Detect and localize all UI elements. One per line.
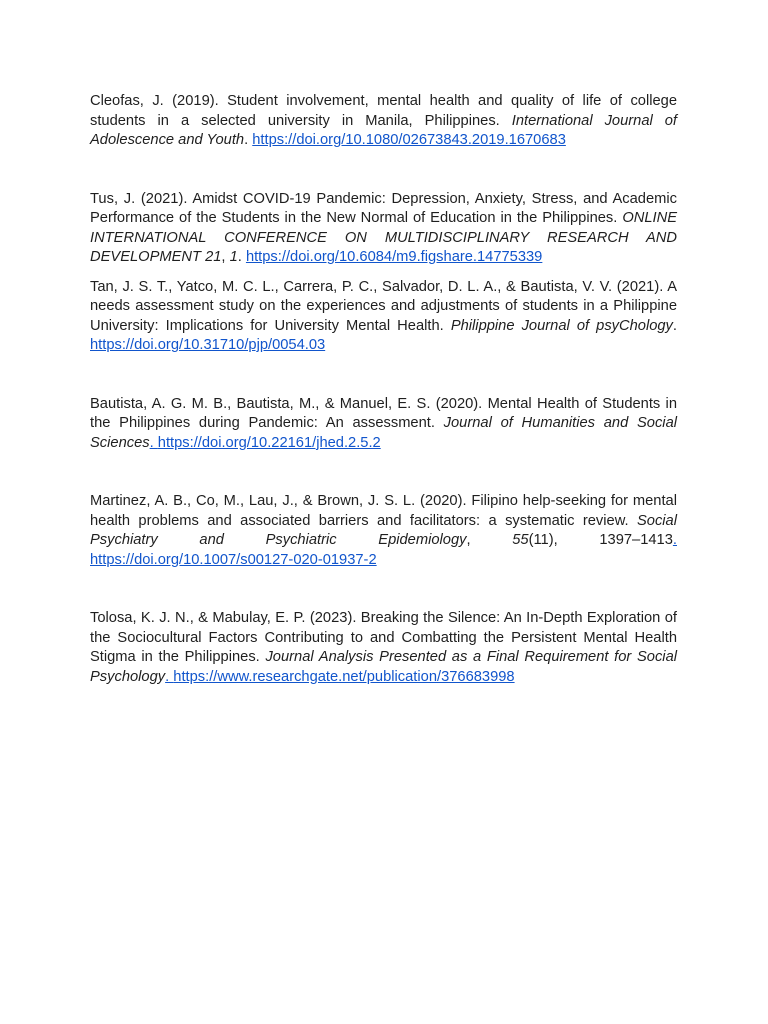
- volume-number: 1: [229, 249, 238, 265]
- reference-entry-tus: [90, 190, 677, 268]
- reference-entry-cleofas: [90, 92, 677, 151]
- journal-title: Social Psychiatry and Psychiatric Epidemiology: [90, 512, 677, 548]
- reference-punctuation: ,: [466, 532, 513, 548]
- doi-link[interactable]: https://doi.org/10.6084/m9.figshare.14775339: [245, 249, 543, 265]
- reference-text: Cleofas, J. (2019). Student involvement, mental health and quality of life of college students in a selected university in Manila, Philippines.: [90, 93, 677, 129]
- journal-title: International Journal of Adolescence and Youth: [90, 112, 678, 148]
- link-url: https://doi.org/10.1007/s00127-020-01937-2: [90, 551, 377, 568]
- link-prefix: .: [165, 668, 174, 685]
- reference-text: Tolosa, K. J. N., & Mabulay, E. P. (2023). Breaking the Silence: An In-Depth Exploration of the Sociocultural Factors Contributing to and Combatting the Persistent Mental Health Stigma in the Philippines.: [90, 610, 677, 665]
- link-url: https://doi.org/10.22161/jhed.2.5.2: [157, 434, 381, 451]
- reference-entry-tan: [90, 278, 677, 356]
- link-url: https://www.researchgate.net/publication/376683998: [173, 668, 515, 685]
- journal-title: Journal of Humanities and Social Sciences: [90, 415, 677, 451]
- link-prefix: .: [672, 532, 677, 548]
- journal-title: Philippine Journal of psyChology: [450, 317, 673, 334]
- page-range: (11), 1397–1413: [528, 532, 673, 548]
- reference-punctuation: .: [672, 317, 677, 334]
- researchgate-link[interactable]: [165, 669, 514, 685]
- reference-punctuation: .: [237, 249, 246, 265]
- reference-text: Martinez, A. B., Co, M., Lau, J., & Brown, J. S. L. (2020). Filipino help-seeking for mental health problems and associated barriers and facilitators: a systematic review.: [90, 493, 677, 529]
- reference-text: Tus, J. (2021). Amidst COVID-19 Pandemic: Depression, Anxiety, Stress, and Academic Performance of the Students in the New Normal of Education in the Philippines.: [90, 190, 677, 226]
- reference-entry-martinez: [90, 492, 677, 570]
- doi-link[interactable]: https://doi.org/10.31710/pjp/0054.03: [90, 337, 326, 353]
- reference-entry-bautista: [90, 395, 677, 454]
- reference-text: Tan, J. S. T., Yatco, M. C. L., Carrera, P. C., Salvador, D. L. A., & Bautista, V. V. (2021). A needs assessment study on the experiences and adjustments of students in a Philippine University: Implications for University Mental Health.: [90, 278, 677, 334]
- volume-number: 55: [512, 532, 529, 548]
- reference-punctuation: ,: [221, 249, 230, 265]
- doi-link[interactable]: https://doi.org/10.1080/02673843.2019.1670683: [252, 132, 566, 148]
- reference-text: Bautista, A. G. M. B., Bautista, M., & Manuel, E. S. (2020). Mental Health of Students in the Philippines during Pandemic: An assessment.: [90, 395, 677, 431]
- journal-title: Journal Analysis Presented as a Final Requirement for Social Psychology: [90, 649, 678, 685]
- reference-entry-tolosa: [90, 609, 677, 687]
- doi-link[interactable]: [150, 435, 381, 451]
- journal-title: ONLINE INTERNATIONAL CONFERENCE ON MULTIDISCIPLINARY RESEARCH AND DEVELOPMENT 21: [90, 210, 677, 265]
- reference-list: [90, 92, 677, 687]
- reference-punctuation: .: [244, 132, 253, 148]
- link-prefix: .: [149, 434, 158, 451]
